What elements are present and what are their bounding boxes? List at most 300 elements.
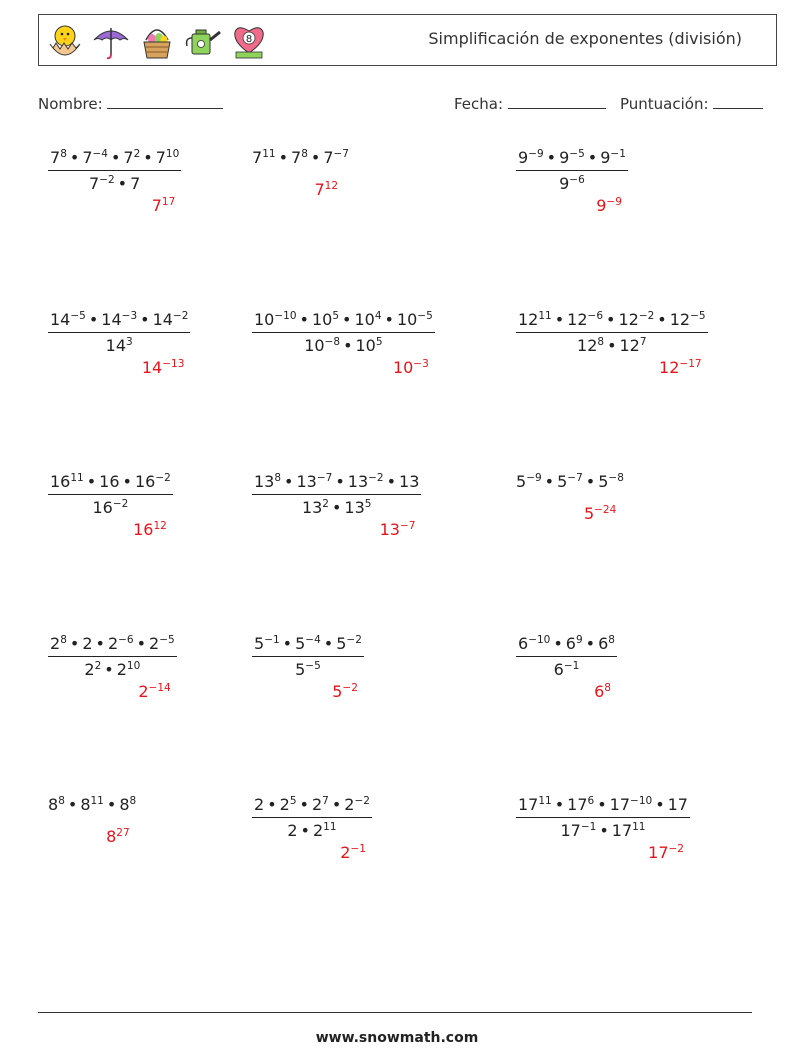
exponent: 8 <box>604 682 611 695</box>
fraction <box>252 795 372 840</box>
exponent: 5 <box>289 795 297 808</box>
exponent: 11 <box>323 821 337 834</box>
base: 2 <box>84 660 95 679</box>
base: 7 <box>123 148 134 167</box>
exponent: 10 <box>165 148 180 161</box>
exponent: −7 <box>333 148 349 161</box>
name-blank[interactable] <box>107 94 223 109</box>
base: 17 <box>567 795 588 814</box>
exponent: −17 <box>679 358 702 371</box>
power-term <box>659 358 702 377</box>
base: 14 <box>141 358 163 377</box>
base: 8 <box>119 795 130 814</box>
base: 8 <box>80 795 91 814</box>
base: 14 <box>50 310 71 329</box>
power-term <box>302 498 329 517</box>
numerator <box>516 310 708 333</box>
multiply-dot: • <box>386 472 397 491</box>
power-term <box>518 310 552 329</box>
base: 5 <box>295 660 306 679</box>
date-label: Fecha: <box>454 95 504 113</box>
power-term <box>344 498 371 517</box>
power-term <box>518 634 550 653</box>
power-term <box>119 795 136 814</box>
exponent: 2 <box>94 660 102 673</box>
exponent: 8 <box>608 634 615 647</box>
name-field[interactable] <box>38 94 223 113</box>
exponent: 11 <box>70 472 84 485</box>
power-term <box>610 795 653 814</box>
power-term <box>82 634 92 653</box>
base: 6 <box>553 660 564 679</box>
exponent: −5 <box>159 634 175 647</box>
power-term <box>397 310 433 329</box>
multiply-dot: • <box>554 310 565 329</box>
exponent: 6 <box>587 795 595 808</box>
power-term <box>130 174 140 193</box>
base: 14 <box>101 310 122 329</box>
power-term <box>135 472 171 491</box>
base: 2 <box>287 821 298 840</box>
exponent: 8 <box>129 795 137 808</box>
exponent: −5 <box>417 310 433 323</box>
base: 9 <box>559 148 570 167</box>
multiply-dot: • <box>282 634 293 653</box>
fraction <box>48 310 190 355</box>
power-term <box>560 821 596 840</box>
answer-15 <box>648 843 684 862</box>
multiply-dot: • <box>86 472 97 491</box>
exponent: −4 <box>305 634 321 647</box>
power-term <box>254 634 280 653</box>
base: 5 <box>557 472 568 491</box>
power-term <box>518 795 552 814</box>
exponent: 11 <box>262 148 276 161</box>
power-term <box>291 148 308 167</box>
multiply-dot: • <box>607 336 617 355</box>
power-term <box>596 196 622 215</box>
base: 14 <box>105 336 127 355</box>
exponent: −9 <box>606 196 622 209</box>
base: 5 <box>332 682 343 701</box>
power-term <box>668 795 688 814</box>
exponent: −4 <box>92 148 108 161</box>
exponent: 10 <box>126 660 141 673</box>
power-term <box>354 310 381 329</box>
power-term <box>336 634 362 653</box>
base: 9 <box>518 148 529 167</box>
march-8-heart-icon <box>229 20 269 62</box>
base: 7 <box>291 148 302 167</box>
power-term <box>670 310 706 329</box>
power-term <box>559 174 585 193</box>
base: 6 <box>565 634 576 653</box>
power-term <box>254 472 281 491</box>
numerator <box>252 795 372 818</box>
power-term <box>598 472 624 491</box>
exponent: 4 <box>374 310 382 323</box>
base: 12 <box>577 336 598 355</box>
power-term <box>106 827 130 846</box>
exponent: 5 <box>364 498 372 511</box>
exponent: 11 <box>538 310 552 323</box>
multiply-dot: • <box>95 634 105 653</box>
base: 2 <box>82 634 93 653</box>
power-term <box>106 336 133 355</box>
base: 17 <box>667 795 688 814</box>
power-term <box>123 148 140 167</box>
power-term <box>89 174 115 193</box>
power-term <box>280 795 297 814</box>
exponent: −1 <box>350 843 366 856</box>
multiply-dot: • <box>88 310 99 329</box>
base: 5 <box>295 634 306 653</box>
exponent: −5 <box>305 660 321 673</box>
multiply-dot: • <box>104 660 114 679</box>
exponent: −1 <box>610 148 626 161</box>
exponent: −5 <box>70 310 86 323</box>
chick-in-egg-icon <box>45 20 85 62</box>
date-blank[interactable] <box>508 94 606 109</box>
exponent: −2 <box>342 682 358 695</box>
multiply-dot: • <box>300 821 310 840</box>
problem-8 <box>252 472 421 517</box>
exponent: 5 <box>332 310 340 323</box>
power-term <box>312 795 329 814</box>
watering-can-icon <box>183 20 223 62</box>
multiply-dot: • <box>331 795 342 814</box>
power-term <box>566 634 583 653</box>
power-term <box>618 310 654 329</box>
fraction <box>252 634 364 679</box>
power-term <box>332 682 358 701</box>
exponent: 3 <box>126 336 133 349</box>
fraction <box>48 472 173 517</box>
base: 2 <box>254 795 265 814</box>
multiply-dot: • <box>384 310 394 329</box>
score-field[interactable] <box>620 94 763 113</box>
power-term <box>516 472 542 491</box>
answer-10 <box>138 682 170 701</box>
base: 6 <box>594 682 605 701</box>
base: 5 <box>598 472 609 491</box>
power-term <box>648 843 684 862</box>
power-term <box>567 795 594 814</box>
base: 10 <box>304 336 325 355</box>
fraction <box>48 148 181 193</box>
problem-1 <box>48 148 181 193</box>
exponent: −3 <box>121 310 138 323</box>
answer-2 <box>314 180 338 199</box>
footer-divider <box>38 1012 752 1013</box>
base: 17 <box>648 843 669 862</box>
base: 2 <box>340 843 351 862</box>
exponent: −10 <box>528 634 551 647</box>
base: 8 <box>48 795 59 814</box>
denominator <box>252 657 364 679</box>
answer-3 <box>596 196 622 215</box>
exponent: 7 <box>639 336 647 349</box>
exponent: 8 <box>597 336 605 349</box>
power-term <box>584 504 616 523</box>
base: 16 <box>92 498 113 517</box>
multiply-dot: • <box>278 148 288 167</box>
multiply-dot: • <box>335 472 345 491</box>
multiply-dot: • <box>69 148 80 167</box>
power-term <box>348 472 384 491</box>
base: 9 <box>596 196 607 215</box>
answer-5 <box>393 358 429 377</box>
fraction <box>252 310 435 355</box>
fraction <box>252 472 421 517</box>
base: 9 <box>559 174 570 193</box>
base: 10 <box>311 310 333 329</box>
base: 2 <box>344 795 355 814</box>
denominator <box>48 171 181 193</box>
exponent: −1 <box>580 821 597 834</box>
base: 2 <box>149 634 160 653</box>
fraction <box>516 310 708 355</box>
base: 7 <box>89 174 100 193</box>
exponent: −9 <box>526 472 542 485</box>
exponent: 27 <box>116 827 130 840</box>
power-term <box>554 660 580 679</box>
power-term <box>557 472 583 491</box>
exponent: −2 <box>638 310 655 323</box>
power-term <box>323 148 349 167</box>
base: 7 <box>323 148 334 167</box>
base: 7 <box>155 148 166 167</box>
problem-6 <box>516 310 708 355</box>
power-term <box>142 358 185 377</box>
multiply-dot: • <box>585 634 596 653</box>
denominator <box>516 818 690 840</box>
power-term <box>254 795 264 814</box>
multiply-dot: • <box>655 795 665 814</box>
answer-14 <box>340 843 366 862</box>
power-term <box>567 310 603 329</box>
base: 10 <box>355 336 376 355</box>
power-term <box>99 472 119 491</box>
multiply-dot: • <box>554 795 565 814</box>
base: 10 <box>354 310 375 329</box>
fraction <box>516 148 628 193</box>
score-blank[interactable] <box>713 94 763 109</box>
multiply-dot: • <box>331 498 342 517</box>
umbrella-icon <box>91 20 131 62</box>
power-term <box>101 310 137 329</box>
exponent: 12 <box>153 520 167 533</box>
base: 9 <box>600 148 611 167</box>
denominator <box>48 657 177 679</box>
exponent: 17 <box>161 196 176 209</box>
base: 17 <box>518 795 539 814</box>
base: 2 <box>138 682 149 701</box>
denominator <box>516 171 628 193</box>
power-term <box>254 310 297 329</box>
exponent: 9 <box>575 634 583 647</box>
base: 13 <box>379 520 400 539</box>
multiply-dot: • <box>122 472 132 491</box>
base: 6 <box>518 634 529 653</box>
exponent: −10 <box>630 795 653 808</box>
multiply-dot: • <box>597 795 607 814</box>
power-term <box>138 682 170 701</box>
fraction <box>516 634 617 679</box>
power-term <box>380 520 416 539</box>
multiply-dot: • <box>587 148 598 167</box>
power-term <box>598 634 615 653</box>
base: 13 <box>399 472 420 491</box>
power-term <box>518 148 544 167</box>
exponent: −1 <box>563 660 580 673</box>
base: 2 <box>107 634 119 653</box>
worksheet-header <box>38 14 777 66</box>
easter-basket-icon <box>137 20 177 62</box>
base: 2 <box>279 795 290 814</box>
base: 8 <box>106 827 117 846</box>
exponent: 2 <box>133 148 141 161</box>
base: 17 <box>560 821 581 840</box>
multiply-dot: • <box>106 795 117 814</box>
date-field[interactable] <box>454 94 606 113</box>
multiply-dot: • <box>310 148 321 167</box>
denominator <box>48 333 190 355</box>
power-term <box>50 472 84 491</box>
power-term <box>252 148 276 167</box>
power-term <box>133 520 167 539</box>
power-term <box>312 310 339 329</box>
multiply-dot: • <box>343 336 353 355</box>
multiply-dot: • <box>657 310 667 329</box>
problem-5 <box>252 310 435 355</box>
footer-url: www.snowmath.com <box>315 1030 479 1046</box>
problem-12 <box>516 634 617 679</box>
exponent: 12 <box>324 180 339 193</box>
exponent: 8 <box>301 148 308 161</box>
base: 12 <box>669 310 691 329</box>
multiply-dot: • <box>267 795 277 814</box>
base: 5 <box>583 504 595 523</box>
numerator <box>48 310 190 333</box>
power-term <box>600 148 626 167</box>
exponent: −14 <box>148 682 171 695</box>
answer-9 <box>584 504 616 523</box>
multiply-dot: • <box>585 472 596 491</box>
exponent: −6 <box>118 634 134 647</box>
expression <box>252 148 349 167</box>
exponent: −2 <box>155 472 171 485</box>
power-term <box>153 310 189 329</box>
power-term <box>340 843 366 862</box>
base: 16 <box>50 472 71 491</box>
multiply-dot: • <box>136 634 147 653</box>
numerator <box>252 310 435 333</box>
exponent: −8 <box>608 472 624 485</box>
exponent: 5 <box>375 336 383 349</box>
denominator <box>252 818 372 840</box>
base: 10 <box>254 310 275 329</box>
problem-2 <box>252 148 349 167</box>
base: 7 <box>130 174 141 193</box>
exponent: 7 <box>322 795 329 808</box>
power-term <box>287 821 297 840</box>
problem-10 <box>48 634 177 679</box>
exponent: −2 <box>346 634 362 647</box>
numerator <box>252 634 364 657</box>
problem-3 <box>516 148 628 193</box>
numerator <box>48 472 173 495</box>
power-term <box>92 498 128 517</box>
multiply-dot: • <box>299 310 309 329</box>
problem-14 <box>252 795 372 840</box>
exponent: 11 <box>632 821 646 834</box>
base: 2 <box>50 634 61 653</box>
denominator <box>516 657 617 679</box>
power-term <box>84 660 101 679</box>
problem-13 <box>48 795 136 814</box>
base: 16 <box>133 520 154 539</box>
power-term <box>304 336 340 355</box>
power-term <box>48 795 65 814</box>
exponent: 8 <box>58 795 65 808</box>
exponent: −7 <box>567 472 583 485</box>
base: 6 <box>598 634 609 653</box>
denominator <box>252 333 435 355</box>
numerator <box>48 148 181 171</box>
exponent: −9 <box>528 148 544 161</box>
power-term <box>50 310 86 329</box>
base: 7 <box>82 148 93 167</box>
exponent: −2 <box>668 843 684 856</box>
expression <box>48 795 136 814</box>
multiply-dot: • <box>69 634 80 653</box>
exponent: −2 <box>112 498 129 511</box>
base: 12 <box>518 310 539 329</box>
base: 12 <box>659 358 680 377</box>
power-term <box>594 682 611 701</box>
power-term <box>399 472 419 491</box>
base: 7 <box>151 196 162 215</box>
answer-11 <box>332 682 358 701</box>
problem-4 <box>48 310 190 355</box>
exponent: −5 <box>569 148 585 161</box>
denominator <box>252 495 421 517</box>
exponent: −8 <box>324 336 341 349</box>
base: 12 <box>619 336 640 355</box>
exponent: 11 <box>538 795 552 808</box>
answer-12 <box>594 682 611 701</box>
base: 10 <box>392 358 414 377</box>
answer-13 <box>106 827 130 846</box>
answer-1 <box>152 196 176 215</box>
exponent: −3 <box>413 358 429 371</box>
base: 14 <box>152 310 173 329</box>
exponent: −5 <box>690 310 706 323</box>
numerator <box>516 148 628 171</box>
score-label: Puntuación: <box>620 95 709 113</box>
numerator <box>516 634 617 657</box>
base: 13 <box>296 472 317 491</box>
base: 7 <box>252 148 263 167</box>
multiply-dot: • <box>110 148 121 167</box>
base: 7 <box>50 148 61 167</box>
base: 13 <box>344 498 365 517</box>
multiply-dot: • <box>67 795 78 814</box>
svg-text:8: 8 <box>245 34 253 45</box>
header-icons <box>45 20 269 62</box>
base: 16 <box>99 472 120 491</box>
